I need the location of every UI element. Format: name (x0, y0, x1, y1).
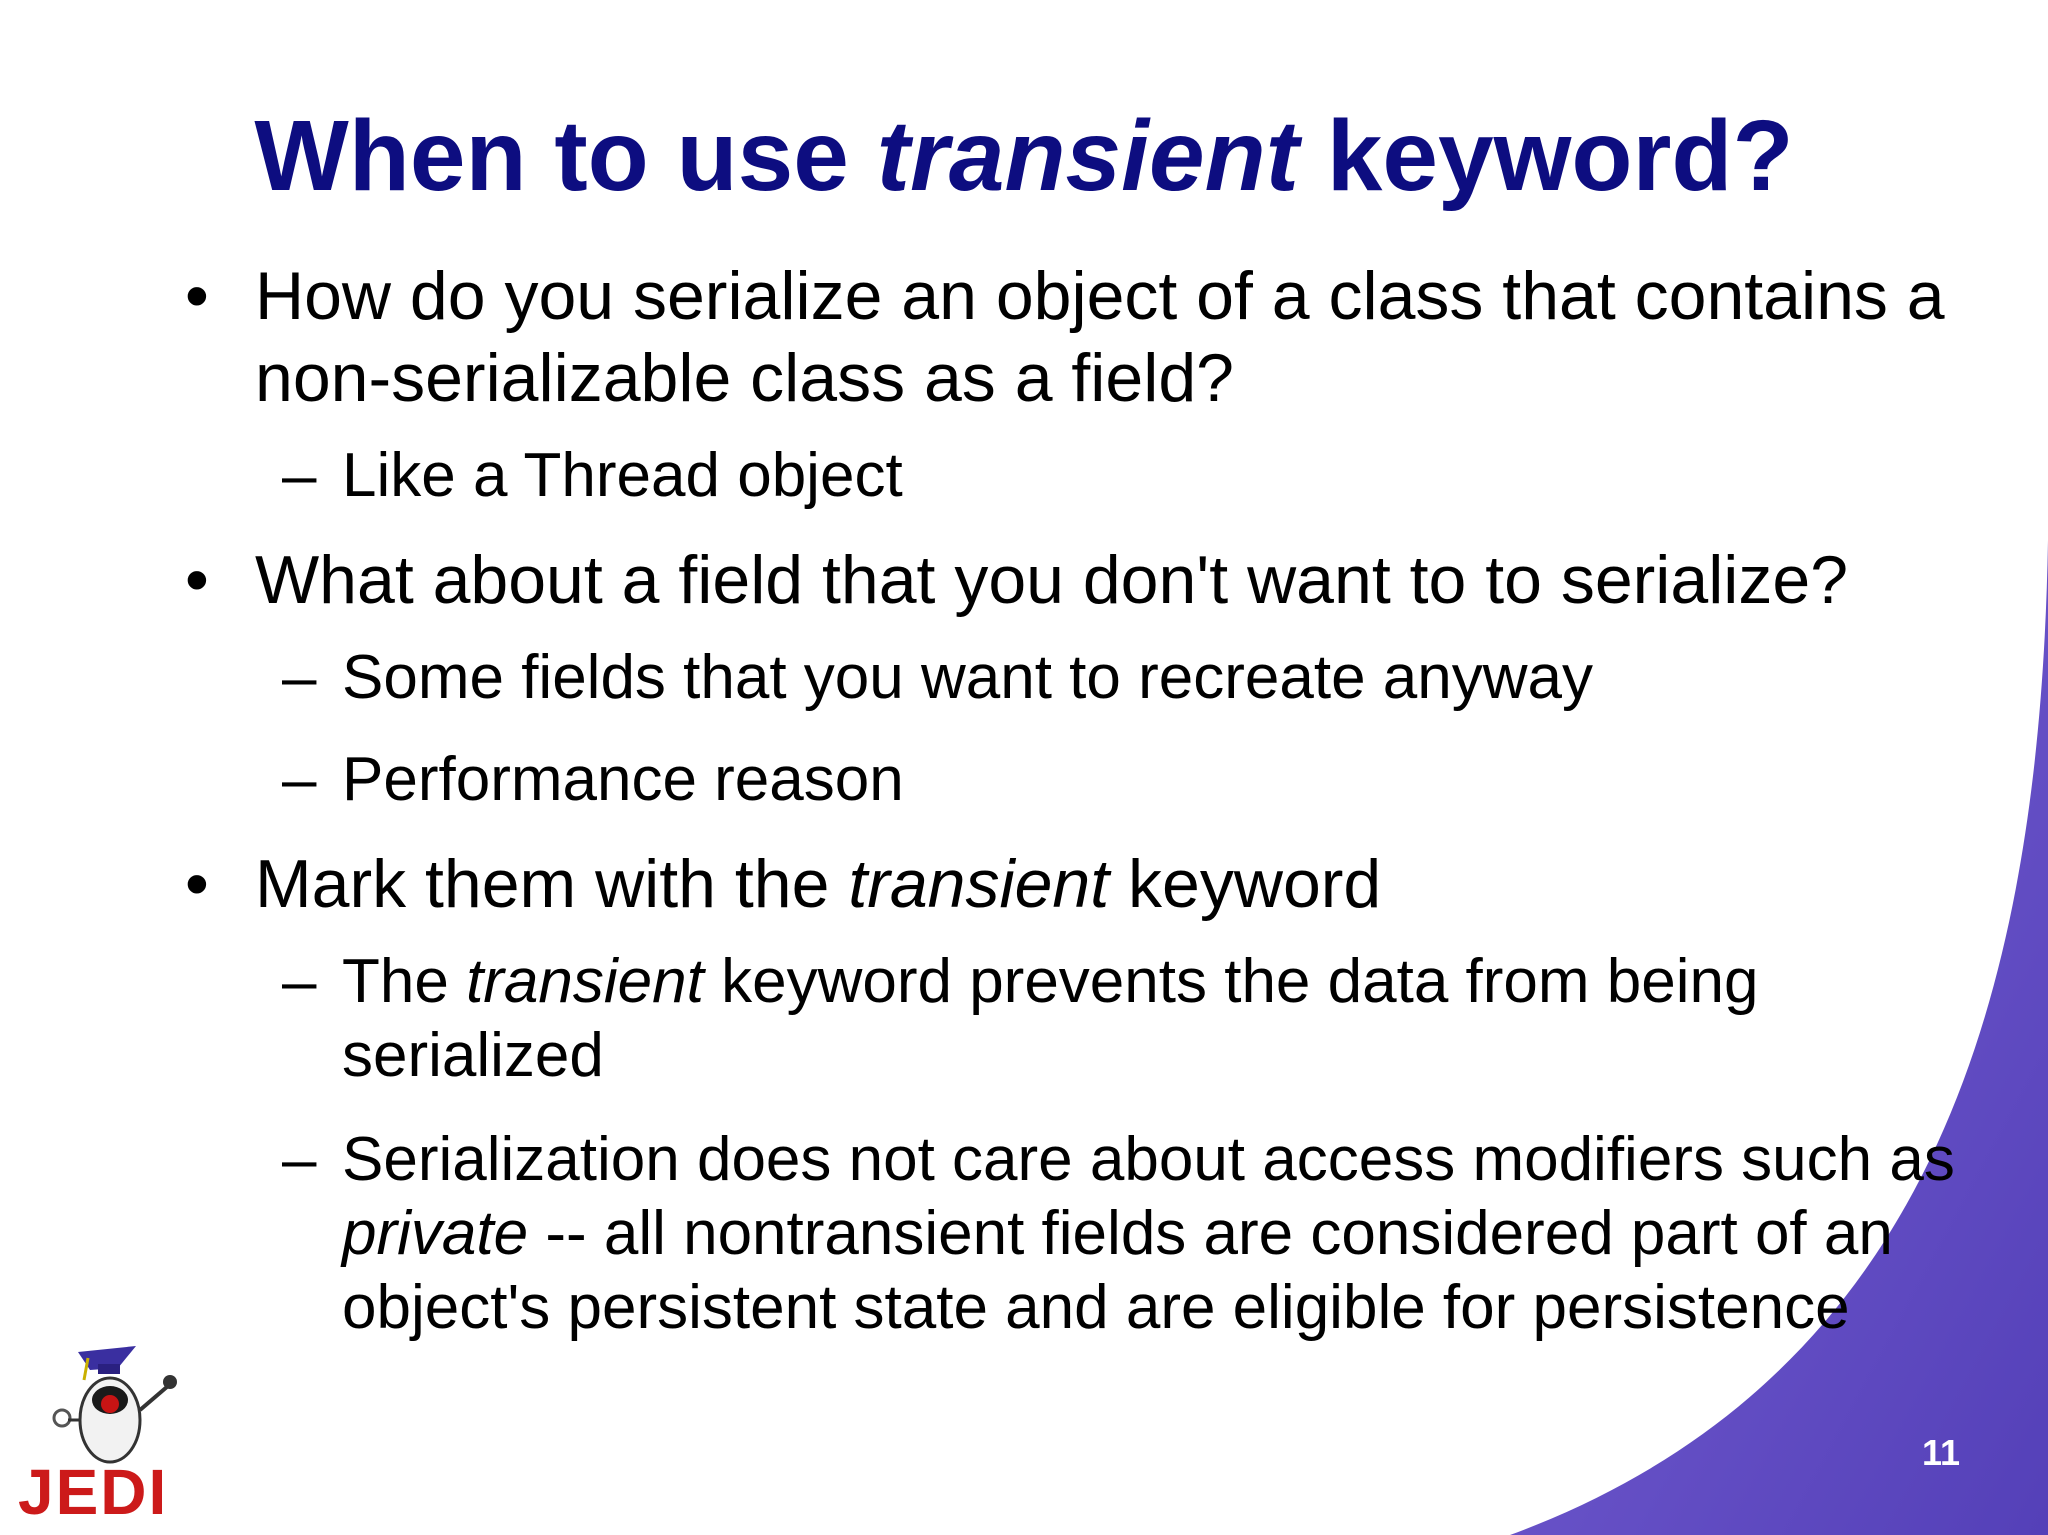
sub-bullet-item (185, 641, 1945, 715)
sub-bullet-text: Performance reason (342, 745, 904, 814)
bullet-marker: • (185, 542, 209, 618)
sub-bullet-marker: – (282, 1125, 317, 1194)
sub-bullet-marker: – (282, 947, 317, 1016)
sub-bullet-text: Like a Thread object (342, 441, 903, 510)
bullet-item (185, 843, 1945, 925)
sub-bullet-item (185, 945, 1945, 1093)
bullet-text: Mark them with the transient keyword (255, 846, 1382, 922)
title-suffix: keyword? (1298, 100, 1794, 212)
slide-body (185, 255, 1955, 1345)
title-keyword: transient (876, 100, 1299, 212)
title-prefix: When to use (254, 100, 877, 212)
sub-bullet-item (185, 1123, 1962, 1345)
jedi-logo-text: JEDI (18, 1456, 169, 1528)
sub-bullet-item (185, 439, 1945, 513)
bullet-item (185, 539, 1945, 621)
bullet-marker: • (185, 846, 209, 922)
sub-bullet-text: The transient keyword prevents the data from being serialized (342, 947, 1759, 1090)
keyword-transient: transient (466, 947, 704, 1016)
bullet-text: How do you serialize an object of a class that contains a non-serializable class as a field? (255, 258, 1945, 416)
sub-bullet-marker: – (282, 643, 317, 712)
bullet-text: What about a field that you don't want to to serialize? (255, 542, 1849, 618)
slide-title (0, 96, 2048, 216)
bullet-item (185, 255, 1945, 419)
sub-bullet-item (185, 743, 1945, 817)
keyword-transient: transient (848, 846, 1110, 922)
page-number: 11 (1922, 1432, 1961, 1473)
sub-bullet-marker: – (282, 441, 317, 510)
sub-bullet-text: Some fields that you want to recreate anyway (342, 643, 1593, 712)
sub-bullet-marker: – (282, 745, 317, 814)
keyword-private: private (342, 1199, 529, 1268)
bullet-marker: • (185, 258, 209, 334)
sub-bullet-text: Serialization does not care about access modifiers such as private -- all nontransient fields are considered part of an object's persistent state and are eligible for persistence (342, 1125, 1955, 1342)
